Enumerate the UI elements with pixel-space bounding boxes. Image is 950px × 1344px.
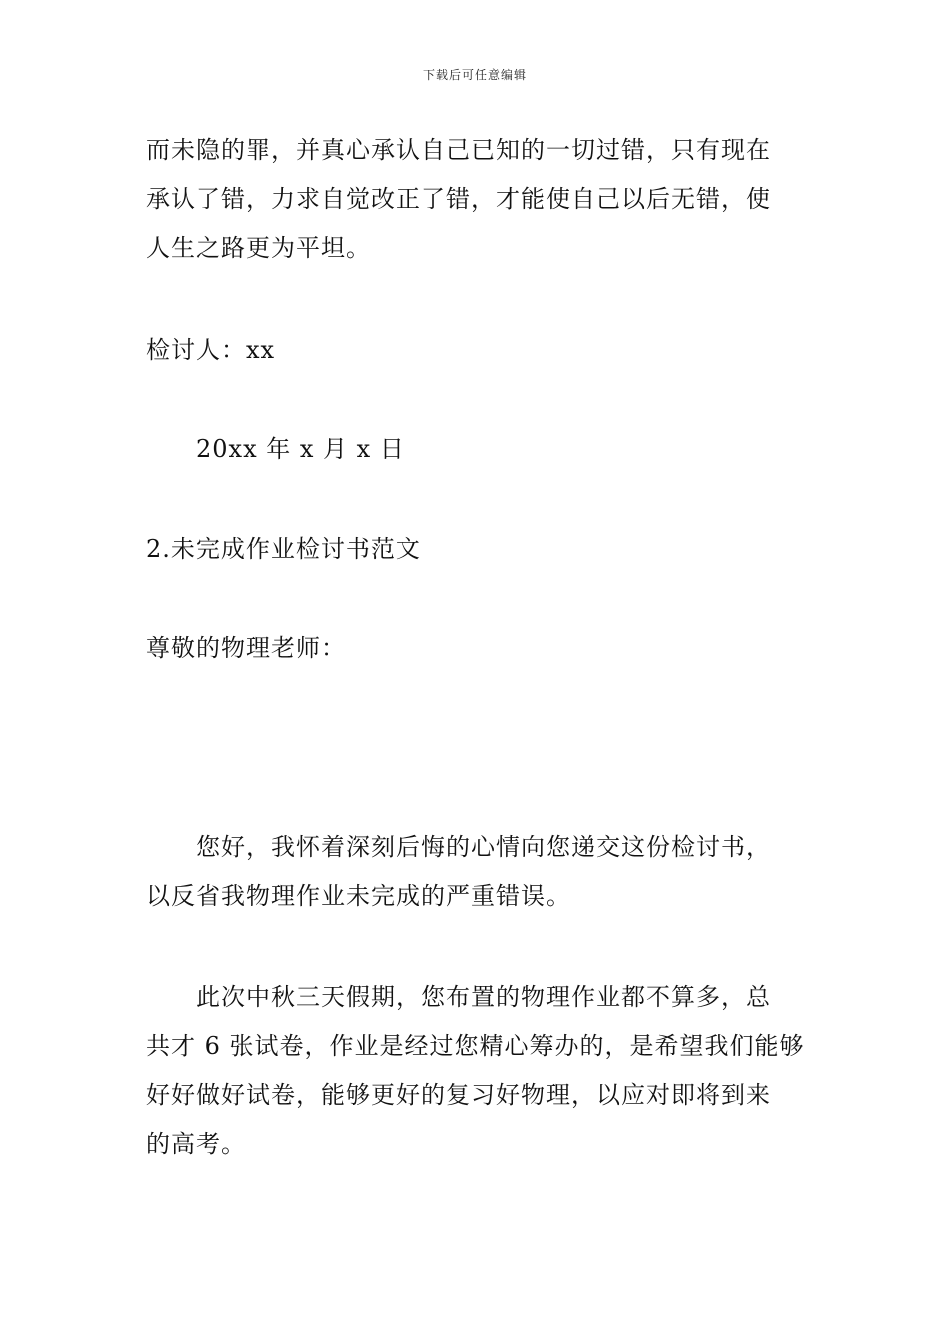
paragraph-line: 共才 6 张试卷，作业是经过您精心筹办的，是希望我们能够 [146, 1032, 805, 1060]
paragraph-line: 以反省我物理作业未完成的严重错误。 [146, 882, 571, 910]
header-note: 下载后可任意编辑 [422, 68, 527, 82]
paragraph-line: 人生之路更为平坦。 [146, 234, 371, 262]
paragraph-line: 而未隐的罪，并真心承认自己已知的一切过错，只有现在 [146, 136, 771, 164]
paragraph-line: 您好，我怀着深刻后悔的心情向您递交这份检讨书， [196, 833, 771, 861]
date-line: 20xx 年 x 月 x 日 [196, 435, 405, 463]
paragraph-line: 好好做好试卷，能够更好的复习好物理，以应对即将到来 [146, 1081, 771, 1109]
signer-line: 检讨人：xx [146, 336, 276, 364]
paragraph-line: 的高考。 [146, 1130, 246, 1158]
paragraph-line: 此次中秋三天假期，您布置的物理作业都不算多，总 [196, 983, 771, 1011]
salutation: 尊敬的物理老师： [146, 634, 346, 662]
paragraph-line: 承认了错，力求自觉改正了错，才能使自己以后无错，使 [146, 185, 771, 213]
section-heading: 2.未完成作业检讨书范文 [146, 535, 421, 563]
